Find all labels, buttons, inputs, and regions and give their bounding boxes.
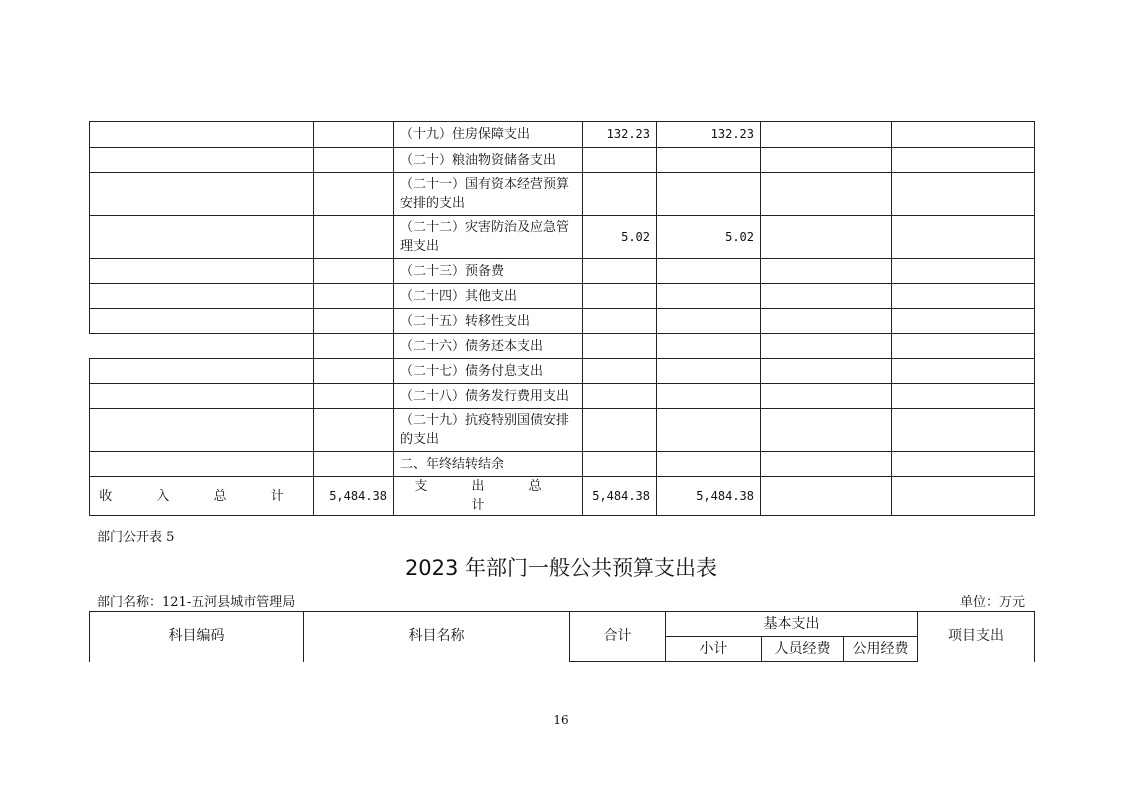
expense-item: （二十六）债务还本支出 [394, 334, 583, 359]
header-subtotal: 小计 [666, 637, 762, 662]
total-row [90, 477, 1035, 516]
expense-item: （二十二）灾害防治及应急管理支出 [394, 216, 583, 259]
table-row [90, 452, 1035, 477]
header-basic-expense: 基本支出 [666, 612, 918, 637]
expense-item: （二十八）债务发行费用支出 [394, 384, 583, 409]
expense-item: （二十九）抗疫特别国债安排的支出 [394, 409, 583, 452]
header-subject-code: 科目编码 [90, 612, 304, 662]
header-total: 合计 [570, 612, 666, 662]
income-expense-table [89, 121, 1035, 516]
expense-item: （二十五）转移性支出 [394, 309, 583, 334]
expense-item: （二十）粮油物资储备支出 [394, 148, 583, 173]
expense-value: 5.02 [583, 216, 657, 259]
table-row [90, 216, 1035, 259]
expense-total-value: 5,484.38 [583, 477, 657, 516]
expense-item: （二十四）其他支出 [394, 284, 583, 309]
income-total-value: 5,484.38 [314, 477, 394, 516]
table-row [90, 409, 1035, 452]
expense-value: 5.02 [657, 216, 761, 259]
header-public: 公用经费 [844, 637, 918, 662]
table-row [90, 148, 1035, 173]
section-label: 部门公开表 5 [97, 530, 175, 545]
expense-value: 132.23 [657, 122, 761, 148]
table-row [90, 284, 1035, 309]
expense-total-value-2: 5,484.38 [657, 477, 761, 516]
expense-item: （二十一）国有资本经营预算安排的支出 [394, 173, 583, 216]
table-row [90, 309, 1035, 334]
department-name: 部门名称：121-五河县城市管理局 [97, 595, 296, 610]
expense-item: （二十七）债务付息支出 [394, 359, 583, 384]
table-row [90, 173, 1035, 216]
expense-total-label: 支 出 总 计 [394, 477, 583, 516]
header-project-expense: 项目支出 [918, 612, 1035, 662]
expense-item: 二、年终结转结余 [394, 452, 583, 477]
header-subject-name: 科目名称 [304, 612, 570, 662]
table-row [90, 384, 1035, 409]
expense-item: （二十三）预备费 [394, 259, 583, 284]
unit-label: 单位：万元 [959, 595, 1025, 610]
page-number: 16 [553, 713, 569, 727]
header-personnel: 人员经费 [762, 637, 844, 662]
table-row [90, 334, 1035, 359]
expense-value: 132.23 [583, 122, 657, 148]
table-row [90, 122, 1035, 148]
table-row [90, 359, 1035, 384]
general-budget-expense-table [89, 611, 1035, 662]
table-row [90, 259, 1035, 284]
income-total-label: 收 入 总 计 [90, 477, 314, 516]
expense-item: （十九）住房保障支出 [394, 122, 583, 148]
page-title: 2023 年部门一般公共预算支出表 [404, 556, 718, 580]
